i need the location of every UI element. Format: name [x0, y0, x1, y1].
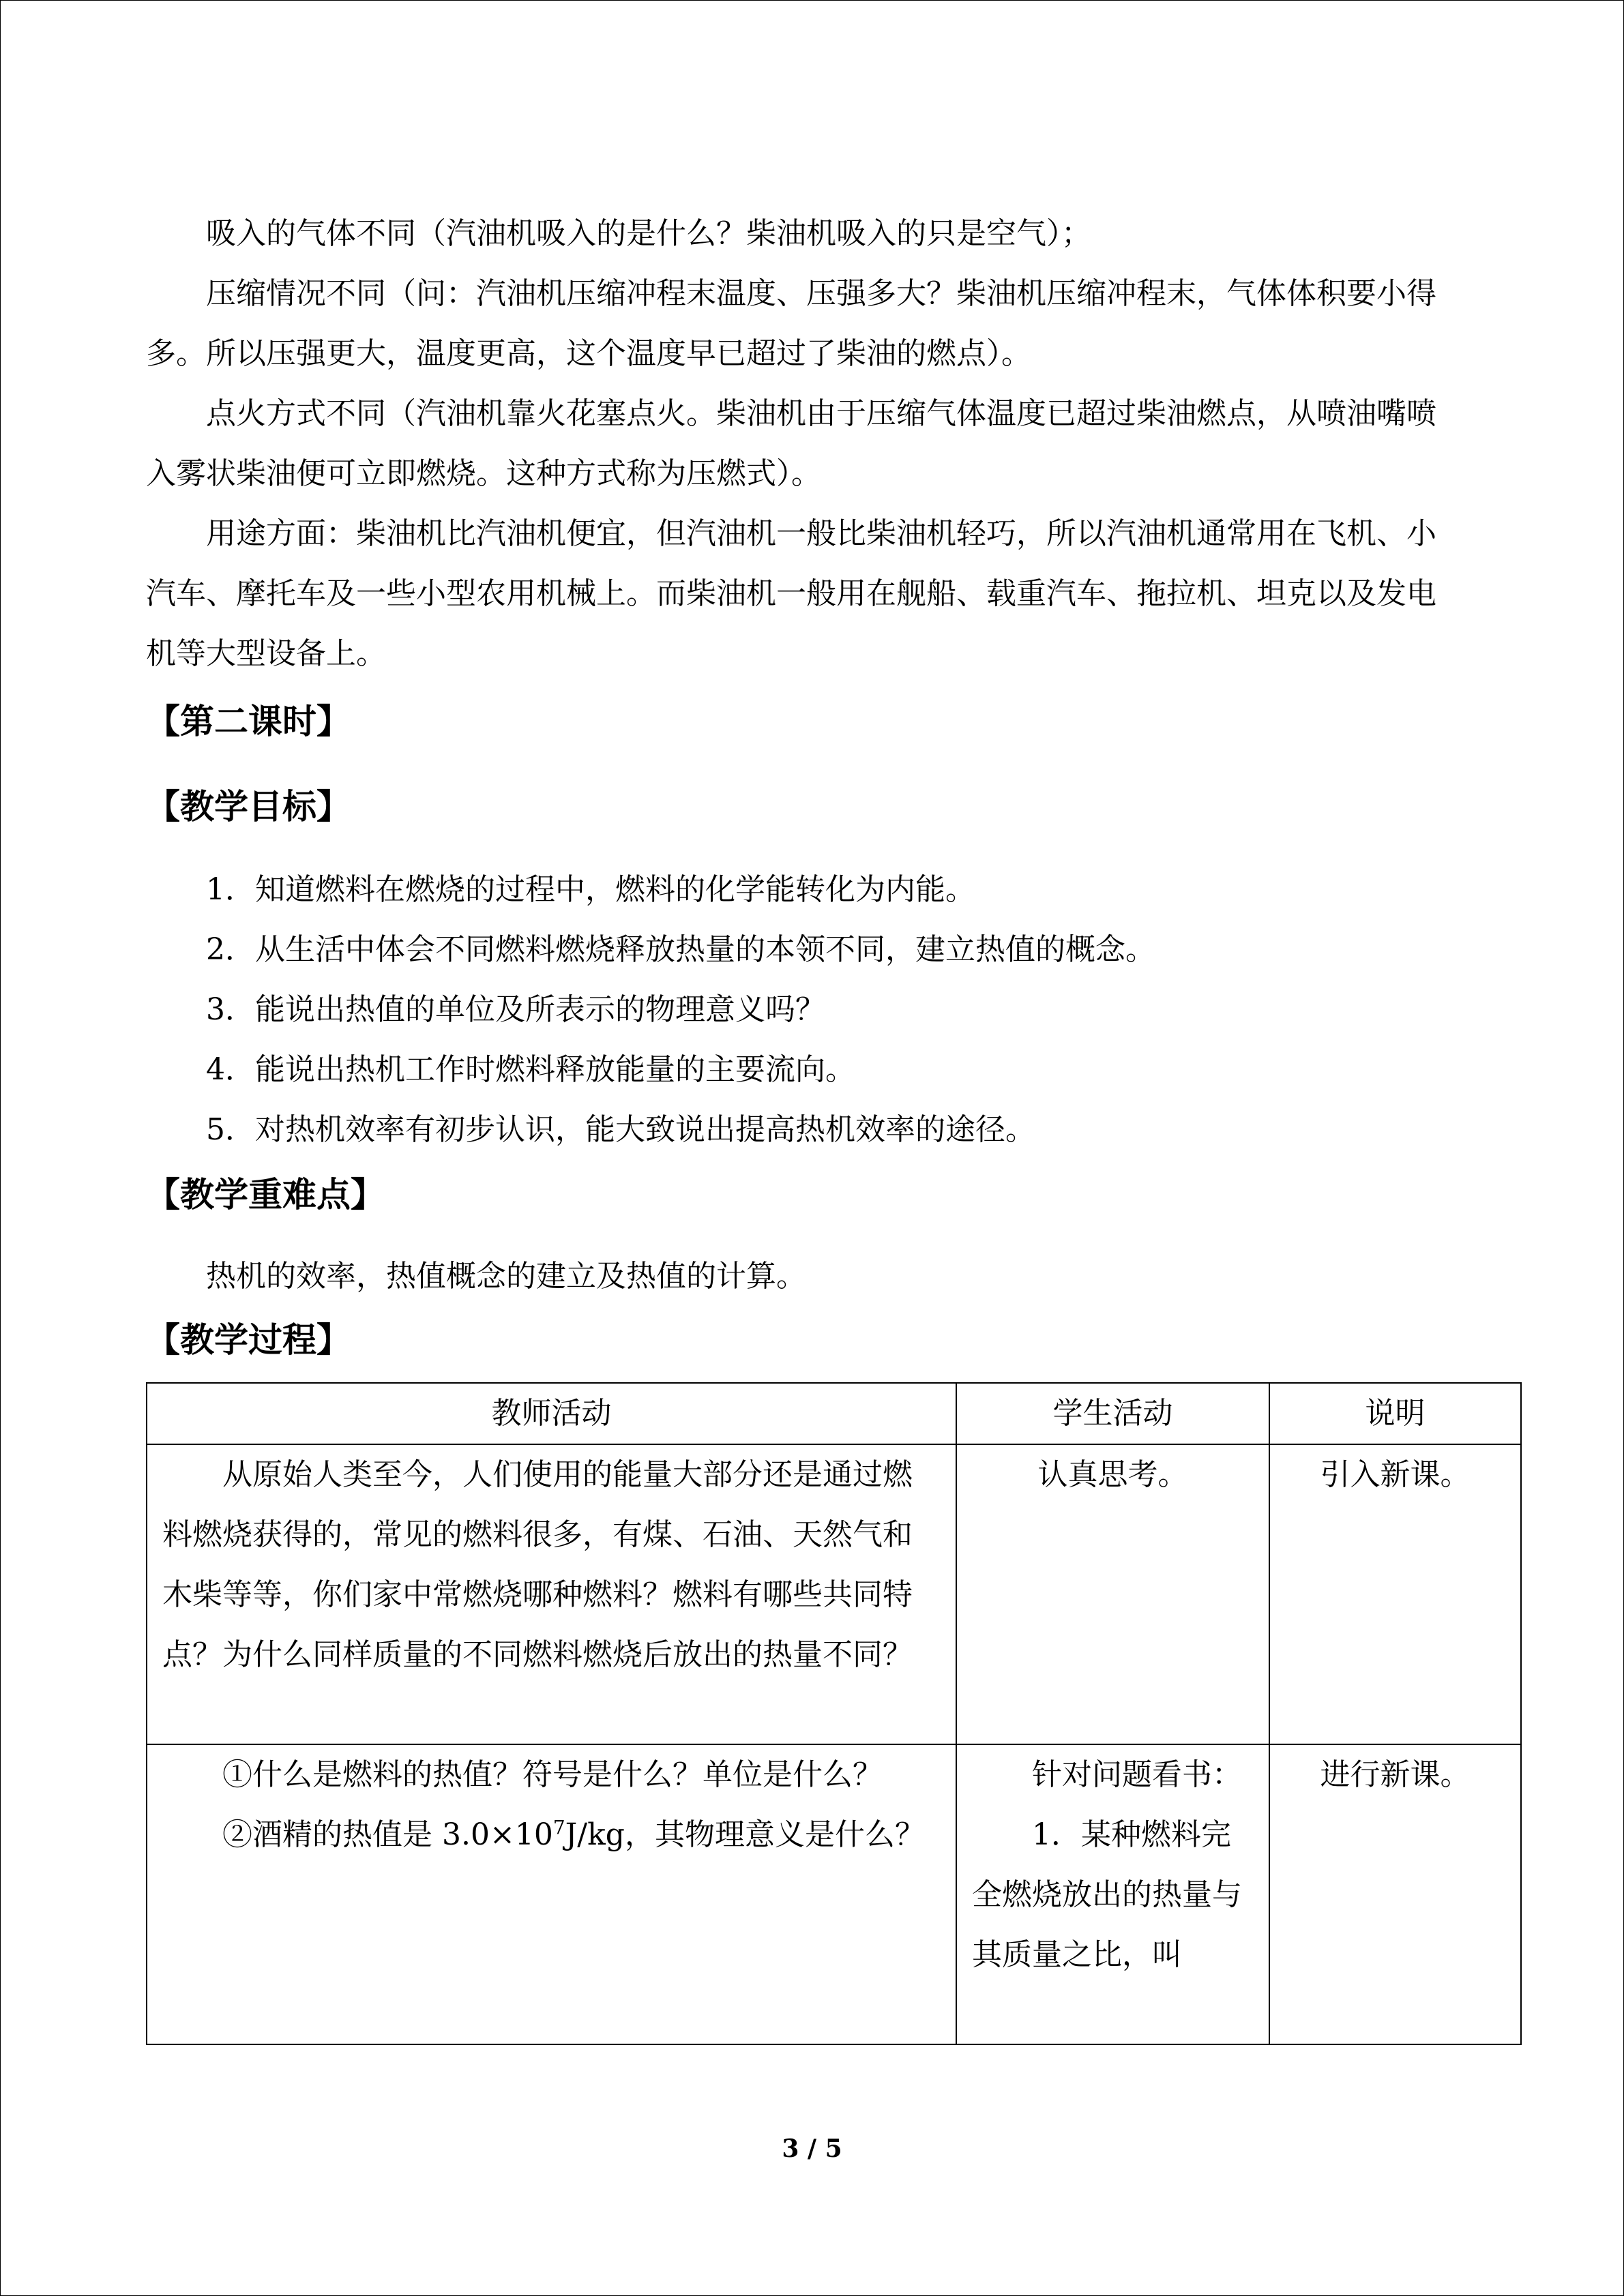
goal-item: 5．对热机效率有初步认识，能大致说出提高热机效率的途径。	[206, 1112, 1035, 1147]
teacher-question-1: ①什么是燃料的热值？符号是什么？单位是什么？	[222, 1757, 883, 1792]
teacher-activity-cell	[147, 1444, 956, 1744]
intro-paragraph-4: 用途方面：柴油机比汽油机便宜，但汽油机一般比柴油机轻巧，所以汽油机通常用在飞机、小汽车、摩托车及一些小型农用机械上。而柴油机一般用在舰船、载重汽车、拖拉机、坦克以及发电机等大型设备上。	[146, 516, 1436, 671]
header-teacher-activity: 教师活动	[147, 1383, 956, 1444]
notes-text: 进行新课。	[1320, 1757, 1471, 1792]
student-activity-text: 认真思考。	[1037, 1457, 1188, 1492]
teacher-activity-cell	[147, 1744, 956, 2044]
header-student-activity: 学生活动	[956, 1383, 1269, 1444]
intro-paragraph-3: 点火方式不同（汽油机靠火花塞点火。柴油机由于压缩气体温度已超过柴油燃点，从喷油嘴喷入雾状柴油便可立即燃烧。这种方式称为压燃式）。	[146, 396, 1436, 491]
exponent: 7	[552, 1816, 565, 1839]
goal-item: 4．能说出热机工作时燃料释放能量的主要流向。	[206, 1052, 855, 1087]
goal-item: 2．从生活中体会不同燃料燃烧释放热量的本领不同，建立热值的概念。	[206, 932, 1155, 967]
goal-item: 1．知道燃料在燃烧的过程中，燃料的化学能转化为内能。	[206, 872, 975, 907]
table-row	[147, 1744, 1521, 2044]
page-number: 3 / 5	[782, 2134, 842, 2163]
intro-paragraph-1: 吸入的气体不同（汽油机吸入的是什么？柴油机吸入的只是空气）；	[206, 216, 1091, 251]
teacher-activity-text: 从原始人类至今，人们使用的能量大部分还是通过燃料燃烧获得的，常见的燃料很多，有煤、石油、天然气和木柴等等，你们家中常燃烧哪种燃料？燃料有哪些共同特点？为什么同样质量的不同燃料燃烧后放出的热量不同？	[162, 1457, 913, 1672]
student-activity-cell	[956, 1744, 1269, 2044]
notes-cell	[1269, 1444, 1521, 1744]
teacher-question-2	[162, 1805, 941, 1865]
heading-key-points: 【教学重难点】	[146, 1175, 385, 1214]
heading-lesson-2: 【第二课时】	[146, 702, 351, 741]
table-row	[147, 1444, 1521, 1744]
goal-item: 3．能说出热值的单位及所表示的物理意义吗？	[206, 992, 825, 1027]
table-header-row	[147, 1383, 1521, 1444]
student-activity-cell	[956, 1444, 1269, 1744]
intro-paragraph-2: 压缩情况不同（问：汽油机压缩冲程末温度、压强多大？柴油机压缩冲程末，气体体积要小得多。所以压强更大，温度更高，这个温度早已超过了柴油的燃点）。	[146, 276, 1436, 371]
student-activity-text: 针对问题看书：	[1032, 1757, 1242, 1792]
student-answer-text: 1．某种燃料完全燃烧放出的热量与其质量之比，叫	[972, 1817, 1242, 1972]
header-notes: 说明	[1269, 1383, 1521, 1444]
question-2-part-a: ②酒精的热值是 3.0×10	[222, 1817, 553, 1852]
heading-teaching-process: 【教学过程】	[146, 1320, 351, 1360]
notes-text: 引入新课。	[1320, 1457, 1471, 1492]
teaching-process-table	[146, 1382, 1522, 2045]
question-2-part-b: J/kg，其物理意义是什么？	[565, 1817, 925, 1852]
heading-teaching-goals: 【教学目标】	[146, 787, 351, 826]
key-points-text: 热机的效率，热值概念的建立及热值的计算。	[206, 1259, 806, 1294]
notes-cell	[1269, 1744, 1521, 2044]
